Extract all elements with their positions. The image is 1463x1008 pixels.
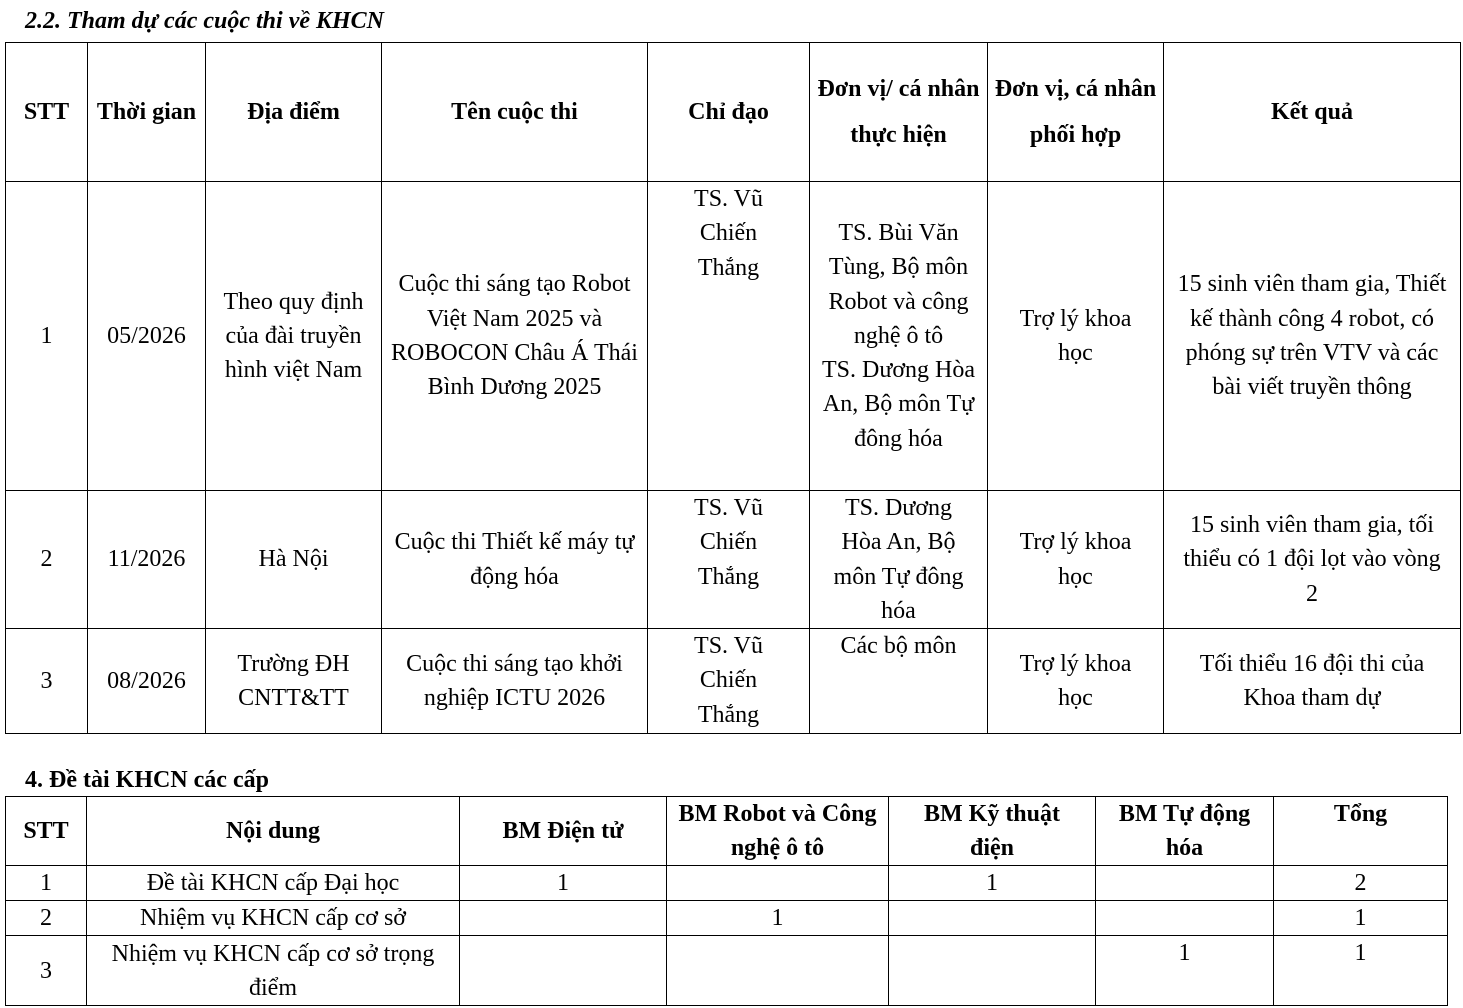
header-bm-tu-dong-hoa: BM Tự động hóa	[1096, 797, 1274, 866]
cell-contest-name: Cuộc thi Thiết kế máy tự động hóa	[382, 491, 648, 629]
cell-place: Theo quy định của đài truyền hình việt Nam	[206, 182, 382, 491]
cell-bm-ky-thuat-dien	[889, 936, 1096, 1006]
cell-time: 11/2026	[88, 491, 206, 629]
cell-place: Trường ĐH CNTT&TT	[206, 629, 382, 734]
table-row	[6, 629, 1461, 734]
table-row	[6, 901, 1448, 936]
cell-lead: TS. Vũ Chiến Thắng	[648, 491, 810, 629]
research-topics-table	[5, 796, 1448, 1006]
cell-executor: TS. Dương Hòa An, Bộ môn Tự đông hóa	[810, 491, 988, 629]
section-title-research: 4. Đề tài KHCN các cấp	[25, 767, 269, 793]
table-row	[6, 182, 1461, 491]
cell-place: Hà Nội	[206, 491, 382, 629]
cell-bm-ky-thuat-dien: 1	[889, 866, 1096, 901]
executor-line: TS. Bùi Văn Tùng, Bộ môn Robot và công nghệ ô tô	[828, 219, 969, 349]
cell-executor	[810, 182, 988, 491]
cell-coordinator: Trợ lý khoa học	[988, 182, 1164, 491]
header-executor: Đơn vị/ cá nhân thực hiện	[810, 43, 988, 182]
cell-lead: TS. Vũ Chiến Thắng	[648, 182, 810, 491]
header-time: Thời gian	[88, 43, 206, 182]
header-contest-name: Tên cuộc thi	[382, 43, 648, 182]
executor-line: TS. Dương Hòa An, Bộ môn Tự đông hóa	[821, 357, 976, 452]
header-total: Tổng	[1274, 797, 1448, 866]
cell-bm-tu-dong-hoa	[1096, 901, 1274, 936]
table-header-row	[6, 797, 1448, 866]
cell-time: 08/2026	[88, 629, 206, 734]
cell-bm-robot	[667, 936, 889, 1006]
cell-bm-tu-dong-hoa	[1096, 866, 1274, 901]
cell-bm-dien-tu	[460, 936, 667, 1006]
header-place: Địa điểm	[206, 43, 382, 182]
cell-stt: 3	[6, 629, 88, 734]
header-bm-dien-tu: BM Điện tử	[460, 797, 667, 866]
table-row	[6, 866, 1448, 901]
cell-stt: 1	[6, 866, 87, 901]
cell-result: Tối thiểu 16 đội thi của Khoa tham dự	[1164, 629, 1461, 734]
cell-total: 1	[1274, 936, 1448, 1006]
cell-contest-name: Cuộc thi sáng tạo khởi nghiệp ICTU 2026	[382, 629, 648, 734]
cell-total: 1	[1274, 901, 1448, 936]
table-row	[6, 491, 1461, 629]
cell-stt: 2	[6, 491, 88, 629]
cell-content: Nhiệm vụ KHCN cấp cơ sở	[87, 901, 460, 936]
cell-time: 05/2026	[88, 182, 206, 491]
cell-coordinator: Trợ lý khoa học	[988, 491, 1164, 629]
cell-stt: 3	[6, 936, 87, 1006]
header-lead: Chỉ đạo	[648, 43, 810, 182]
header-stt: STT	[6, 43, 88, 182]
cell-result: 15 sinh viên tham gia, Thiết kế thành công 4 robot, có phóng sự trên VTV và các bài viết truyền thông	[1164, 182, 1461, 491]
cell-bm-tu-dong-hoa: 1	[1096, 936, 1274, 1006]
cell-contest-name: Cuộc thi sáng tạo Robot Việt Nam 2025 và ROBOCON Châu Á Thái Bình Dương 2025	[382, 182, 648, 491]
cell-result: 15 sinh viên tham gia, tối thiểu có 1 đội lọt vào vòng 2	[1164, 491, 1461, 629]
table-header-row	[6, 43, 1461, 182]
cell-content: Nhiệm vụ KHCN cấp cơ sở trọng điểm	[87, 936, 460, 1006]
section-title-contests: 2.2. Tham dự các cuộc thi về KHCN	[25, 8, 385, 34]
header-coordinator: Đơn vị, cá nhân phối hợp	[988, 43, 1164, 182]
cell-bm-robot	[667, 866, 889, 901]
cell-bm-ky-thuat-dien	[889, 901, 1096, 936]
cell-coordinator: Trợ lý khoa học	[988, 629, 1164, 734]
header-bm-ky-thuat-dien: BM Kỹ thuật điện	[889, 797, 1096, 866]
cell-stt: 1	[6, 182, 88, 491]
cell-bm-robot: 1	[667, 901, 889, 936]
cell-executor: Các bộ môn	[810, 629, 988, 734]
cell-bm-dien-tu: 1	[460, 866, 667, 901]
table-row	[6, 936, 1448, 1006]
header-content: Nội dung	[87, 797, 460, 866]
cell-bm-dien-tu	[460, 901, 667, 936]
header-stt: STT	[6, 797, 87, 866]
cell-content: Đề tài KHCN cấp Đại học	[87, 866, 460, 901]
header-bm-robot: BM Robot và Công nghệ ô tô	[667, 797, 889, 866]
cell-lead: TS. Vũ Chiến Thắng	[648, 629, 810, 734]
cell-stt: 2	[6, 901, 87, 936]
cell-total: 2	[1274, 866, 1448, 901]
contests-table	[5, 42, 1461, 734]
header-result: Kết quả	[1164, 43, 1461, 182]
